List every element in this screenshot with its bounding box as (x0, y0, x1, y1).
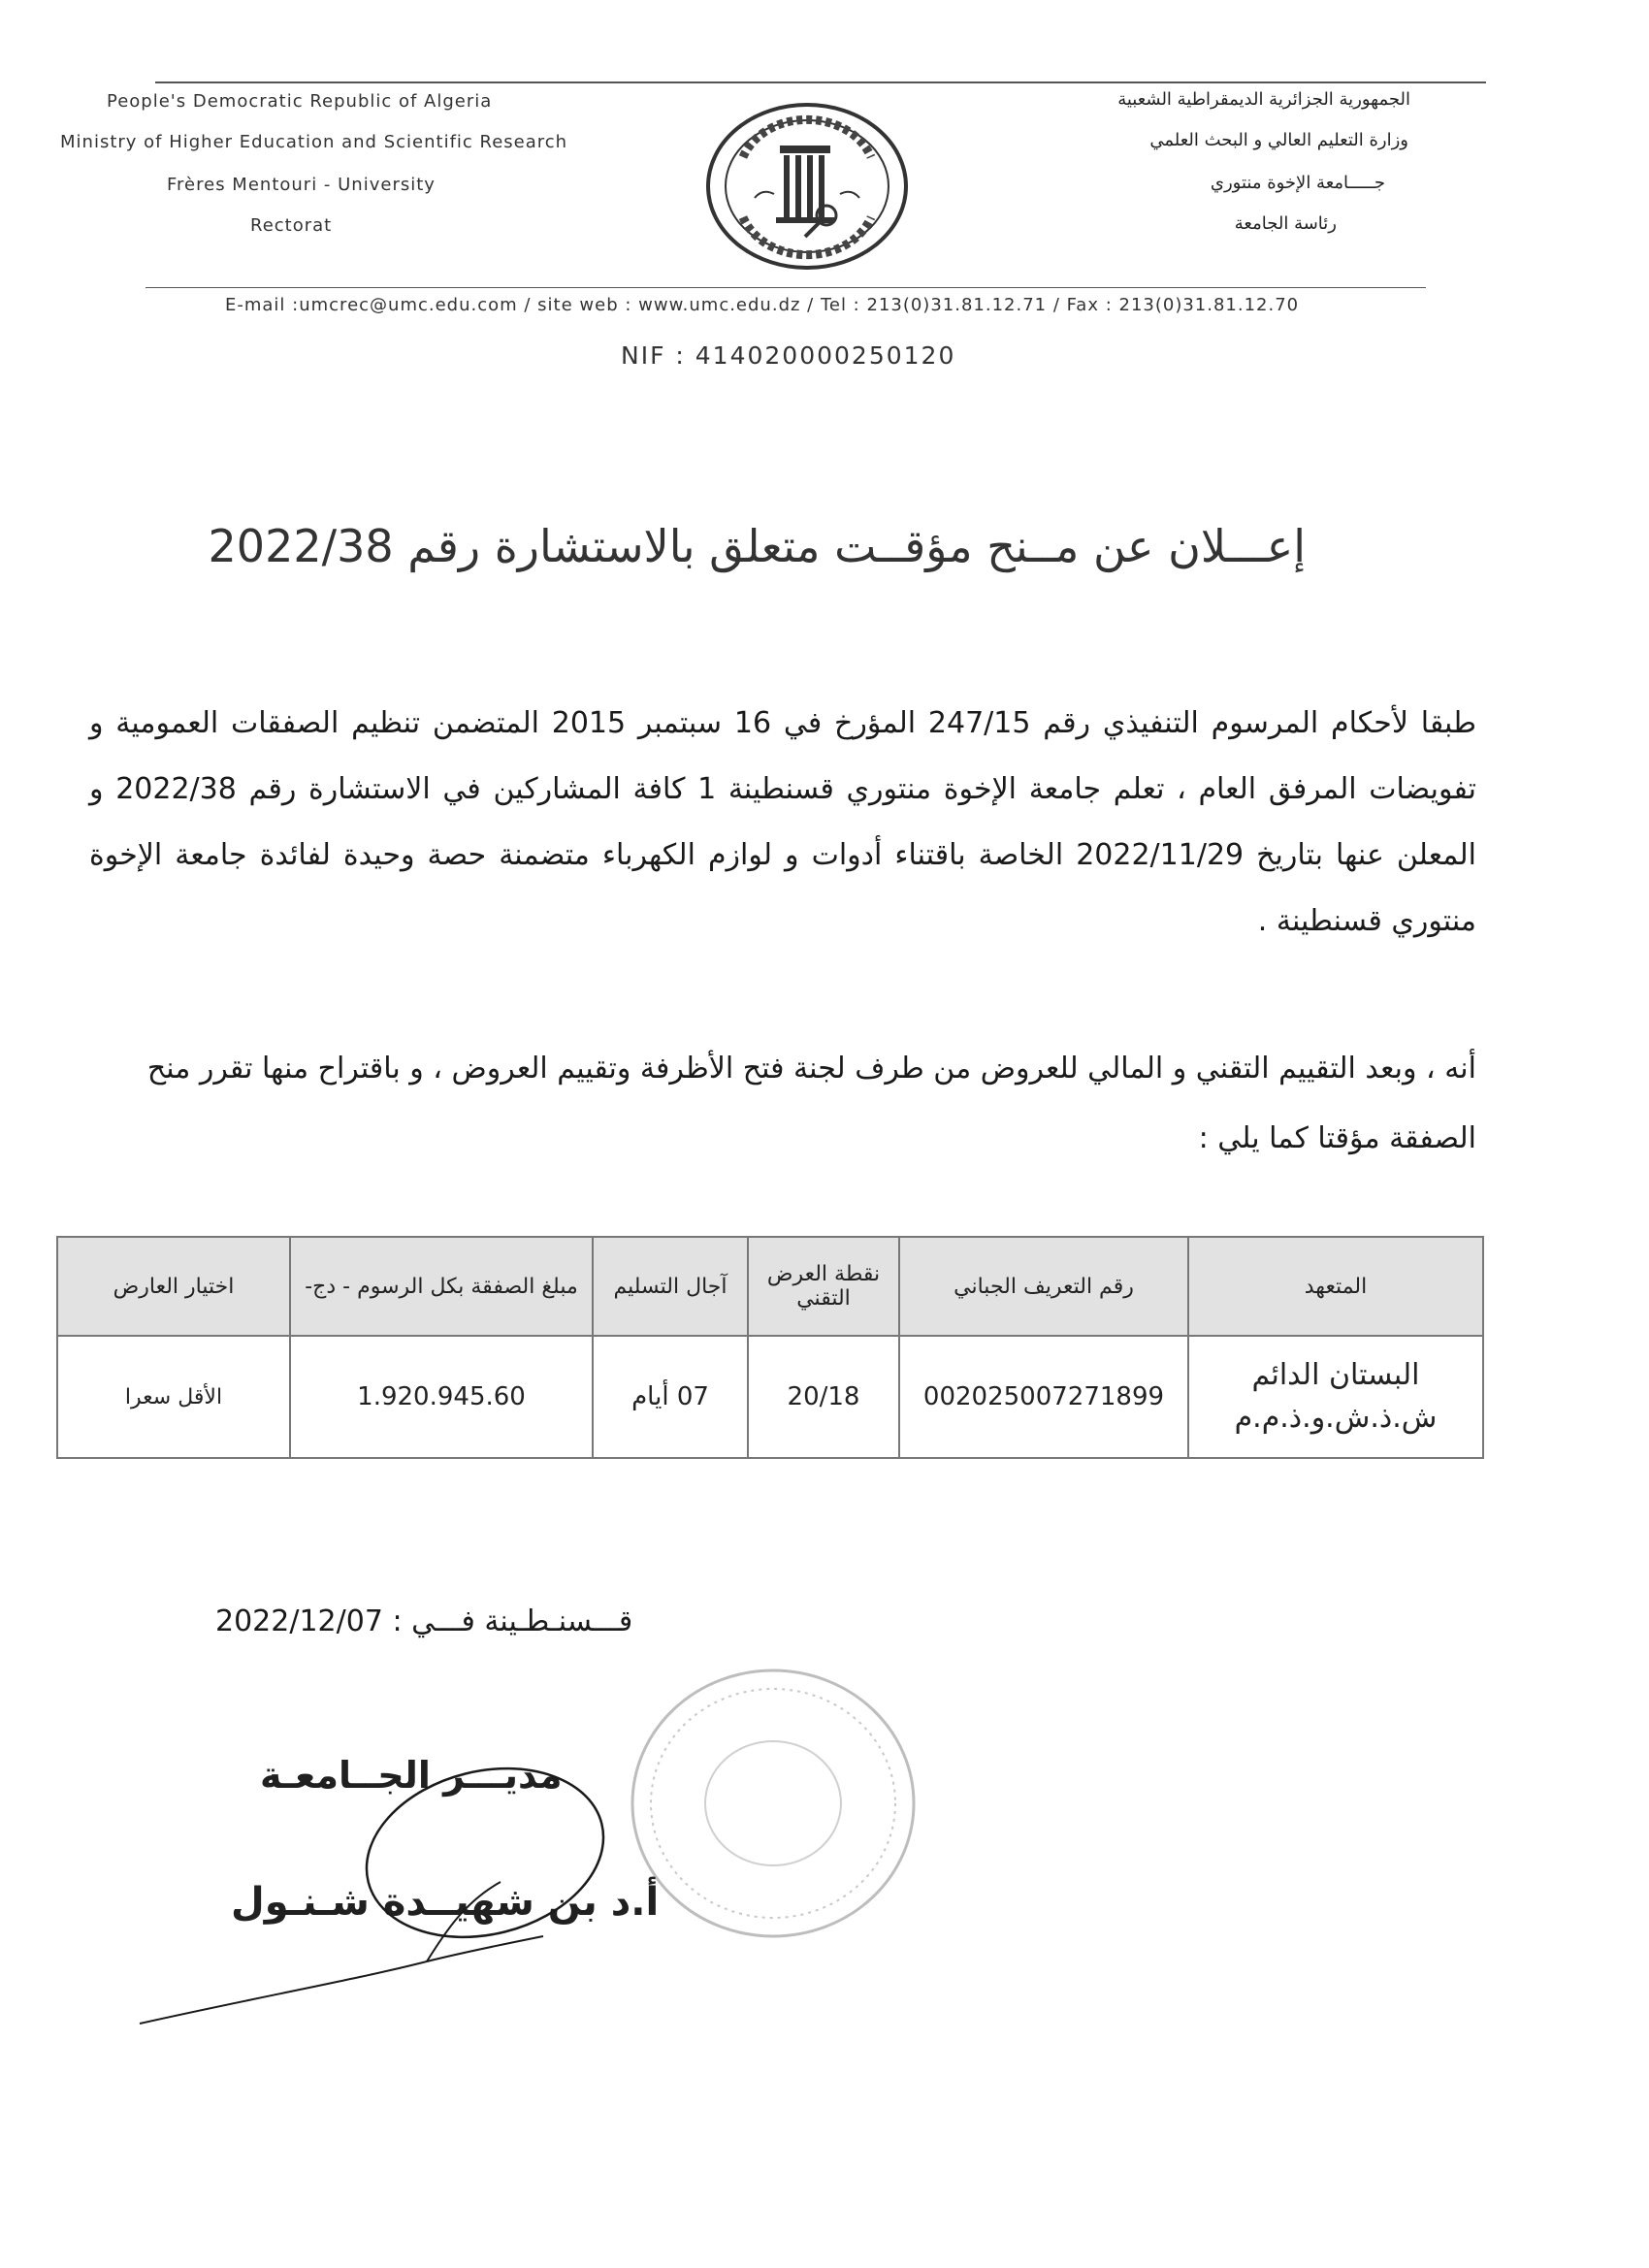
official-stamp (629, 1667, 918, 1940)
header-technical-score: نقطة العرض التقني (748, 1237, 899, 1336)
header-top-rule (155, 81, 1486, 83)
header-en-line-2: Ministry of Higher Education and Scientific Research (60, 132, 568, 152)
header-ar-line-4: رئاسة الجامعة (1234, 213, 1337, 234)
cell-amount: 1.920.945.60 (290, 1336, 593, 1458)
header-delivery-time: آجال التسليم (593, 1237, 748, 1336)
body-paragraph-2: أنه ، وبعد التقييم التقني و المالي للعروض من طرف لجنة فتح الأظرفة وتقييم العروض ، و باقتراح منها تقرر منح الصفقة مؤقتا كما يلي : (146, 1052, 1476, 1155)
header-bidder: المتعهد (1188, 1237, 1483, 1336)
award-table (56, 1236, 1484, 1459)
signatory-name: أ.د بن شهيــدة شـنـول (231, 1880, 660, 1925)
university-logo (704, 101, 910, 272)
header-selection: اختيار العارض (57, 1237, 290, 1336)
nif-number: NIF : 414020000250120 (621, 341, 956, 370)
award-table-header-row (57, 1237, 1483, 1336)
cell-tax-id: 002025007271899 (899, 1336, 1188, 1458)
signatory-title: مديـــر الجــامعـة (260, 1754, 563, 1797)
cell-technical-score: 20/18 (748, 1336, 899, 1458)
cell-delivery-time: 07 أيام (593, 1336, 748, 1458)
cell-bidder: البستان الدائم ش.ذ.ش.و.ذ.م.م (1188, 1336, 1483, 1458)
page-title: إعـــلان عن مــنح مؤقــت متعلق بالاستشارة رقم 2022/38 (208, 520, 1306, 572)
table-row (57, 1336, 1483, 1458)
header-bottom-rule (146, 287, 1426, 288)
header-ar-line-1: الجمهورية الجزائرية الديمقراطية الشعبية (1117, 89, 1410, 110)
header-en-line-1: People's Democratic Republic of Algeria (107, 91, 493, 112)
header-tax-id: رقم التعريف الجباني (899, 1237, 1188, 1336)
handwritten-signature (136, 1736, 640, 2057)
header-en-line-4: Rectorat (250, 215, 333, 236)
header-ar-line-3: جـــــامعة الإخوة منتوري (1210, 173, 1385, 193)
header-amount: مبلغ الصفقة بكل الرسوم - دج- (290, 1237, 593, 1336)
body-paragraph-1: طبقا لأحكام المرسوم التنفيذي رقم 247/15 المؤرخ في 16 سبتمبر 2015 المتضمن تنظيم الصفقات العمومية و تفويضات المرفق العام ، تعلم جامعة الإخوة منتوري قسنطينة 1 كافة المشاركين في الاستشارة رقم 2022/38 و المعلن عنها بتاريخ 2022/11/29 الخاصة باقتناء أدوات و لوازم الكهرباء متضمنة حصة وحيدة لفائدة جامعة الإخوة منتوري قسنطينة . (89, 706, 1477, 938)
place-and-date: قـــسنـطـينة فـــي : 2022/12/07 (215, 1604, 633, 1638)
header-ar-line-2: وزارة التعليم العالي و البحث العلمي (1149, 130, 1408, 150)
cell-selection: الأقل سعرا (57, 1336, 290, 1458)
contact-line: E-mail :umcrec@umc.edu.com / site web : www.umc.edu.dz / Tel : 213(0)31.81.12.71 / Fax : 213(0)31.81.12.70 (225, 295, 1300, 315)
header-en-line-3: Frères Mentouri - University (167, 175, 436, 195)
